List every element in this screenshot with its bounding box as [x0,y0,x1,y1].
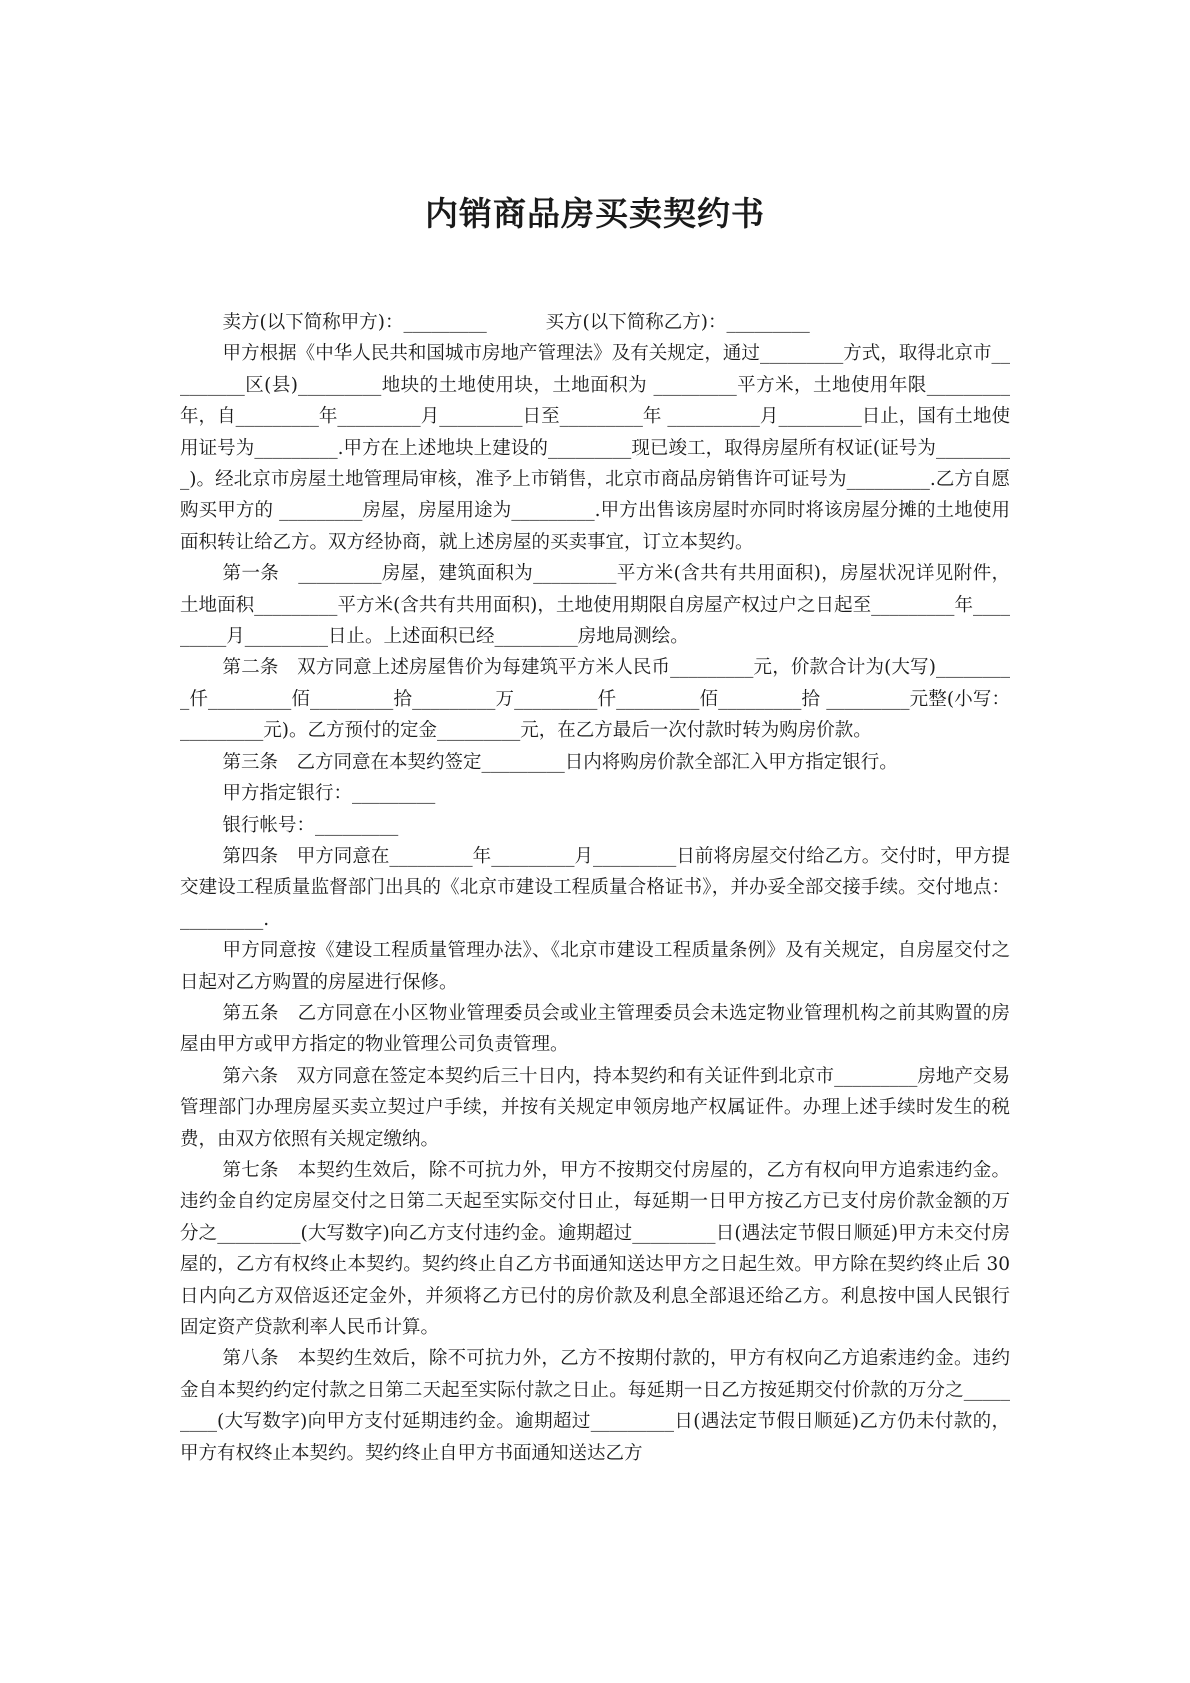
article-3-paragraph: 第三条 乙方同意在本契约签定_________日内将购房价款全部汇入甲方指定银行。 [222,751,898,773]
article-1-paragraph: 第一条 _________房屋，建筑面积为_________平方米(含共有共用面积)，房屋状况详见附件，土地面积_________平方米(含共有共用面积)，土地使用期限自房屋产权过户之日起至_________年_________月_________日止。上述面积已经_________房地局测绘。 [180,563,1010,648]
warranty-paragraph: 甲方同意按《建设工程质量管理办法》、《北京市建设工程质量条例》及有关规定，自房屋交付之日起对乙方购置的房屋进行保修。 [180,940,1010,993]
article-4-paragraph: 第四条 甲方同意在_________年_________月_________日前将房屋交付给乙方。交付时，甲方提交建设工程质量监督部门出具的《北京市建设工程质量合格证书》，并办妥全部交接手续。交付地点：_________. [180,845,1010,930]
preamble-paragraph: 甲方根据《中华人民共和国城市房地产管理法》及有关规定，通过_________方式，取得北京市_________区(县)_________地块的土地使用块，土地面积为 _________平方米，土地使用年限_________年，自_________年_________月_________日至_________年 __________月_________日止，国有土地使用证号为_________.甲方在上述地块上建设的_________现已竣工，取得房屋所有权证(证号为_________)。经北京市房屋土地管理局审核，准予上市销售，北京市商品房销售许可证号为_________.乙方自愿购买甲方的 _________房屋，房屋用途为_________.甲方出售该房屋时亦同时将该房屋分摊的土地使用面积转让给乙方。双方经协商，就上述房屋的买卖事宜，订立本契约。 [180,343,1010,553]
article-7-paragraph: 第七条 本契约生效后，除不可抗力外，甲方不按期交付房屋的，乙方有权向甲方追索违约金。违约金自约定房屋交付之日第二天起至实际交付日止，每延期一日甲方按乙方已支付房价款金额的万分之_________(大写数字)向乙方支付违约金。逾期超过_________日(遇法定节假日顺延)甲方未交付房屋的，乙方有权终止本契约。契约终止自乙方书面通知送达甲方之日起生效。甲方除在契约终止后 30 日内向乙方双倍返还定金外，并须将乙方已付的房价款及利息全部退还给乙方。利息按中国人民银行固定资产贷款利率人民币计算。 [180,1159,1010,1338]
article-2-paragraph: 第二条 双方同意上述房屋售价为每建筑平方米人民币_________元，价款合计为(大写)_________仟_________佰_________拾_________万_________仟_________佰_________拾 _________元整(小写：_________元)。乙方预付的定金_________元，在乙方最后一次付款时转为购房价款。 [180,657,1010,742]
article-6-paragraph: 第六条 双方同意在签定本契约后三十日内，持本契约和有关证件到北京市_________房地产交易管理部门办理房屋买卖立契过户手续，并按有关规定申领房地产权属证件。办理上述手续时发生的税费，由双方依照有关规定缴纳。 [180,1065,1010,1150]
bank-name-line: 甲方指定银行：_________ [222,783,436,805]
buyer-label: 买方(以下简称乙方)：_________ [545,312,810,333]
contract-body [180,307,1010,1469]
seller-label: 卖方(以下简称甲方)：_________ [222,312,487,333]
article-8-paragraph: 第八条 本契约生效后，除不可抗力外，乙方不按期付款的，甲方有权向乙方追索违约金。违约金自本契约约定付款之日第二天起至实际付款之日止。每延期一日乙方按延期交付价款的万分之_________(大写数字)向甲方支付延期违约金。逾期超过_________日(遇法定节假日顺延)乙方仍未付款的，甲方有权终止本契约。契约终止自甲方书面通知送达乙方 [180,1348,1010,1464]
parties-line [180,307,1010,338]
parties-spacer [487,312,546,333]
bank-account-line: 银行帐号：_________ [222,814,399,836]
article-5-paragraph: 第五条 乙方同意在小区物业管理委员会或业主管理委员会未选定物业管理机构之前其购置的房屋由甲方或甲方指定的物业管理公司负责管理。 [180,1002,1010,1056]
document-title: 内销商品房买卖契约书 [425,194,765,233]
